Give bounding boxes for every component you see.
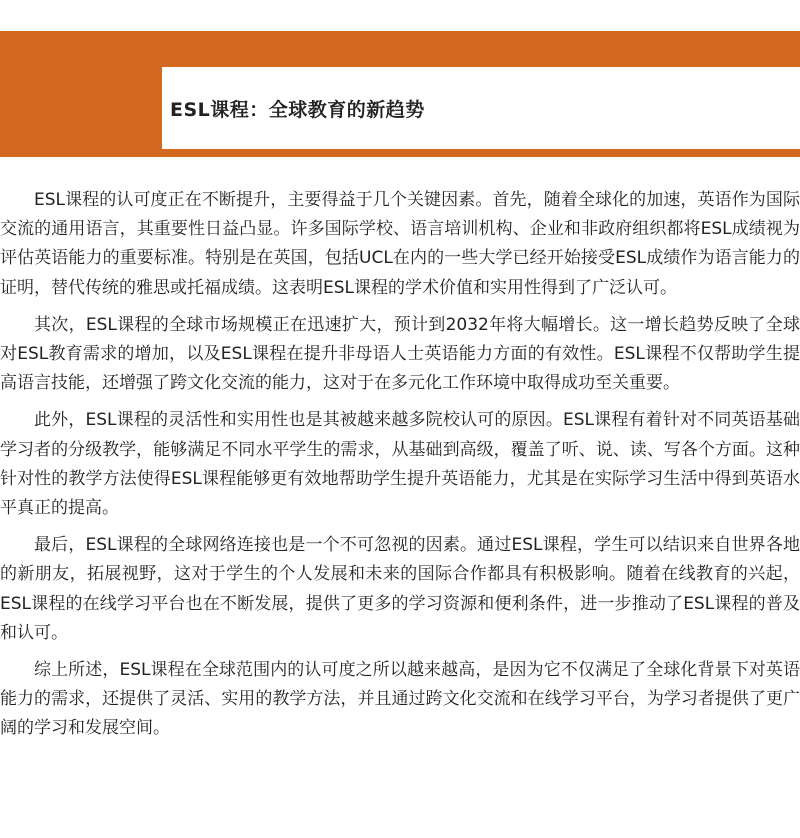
header-banner [0,31,800,157]
page-title: ESL课程：全球教育的新趋势 [170,98,425,121]
article-body [0,186,800,752]
paragraph-1: ESL课程的认可度正在不断提升，主要得益于几个关键因素。首先，随着全球化的加速，英语作为国际交流的通用语言，其重要性日益凸显。许多国际学校、语言培训机构、企业和非政府组织都将ESL成绩视为评估英语能力的重要标准。特别是在英国，包括UCL在内的一些大学已经开始接受ESL成绩作为语言能力的证明，替代传统的雅思或托福成绩。这表明ESL课程的学术价值和实用性得到了广泛认可。 [0,190,800,298]
title-box [162,67,800,149]
paragraph-2: 其次，ESL课程的全球市场规模正在迅速扩大，预计到2032年将大幅增长。这一增长趋势反映了全球对ESL教育需求的增加，以及ESL课程在提升非母语人士英语能力方面的有效性。ESL课程不仅帮助学生提高语言技能，还增强了跨文化交流的能力，这对于在多元化工作环境中取得成功至关重要。 [0,314,800,394]
paragraph-4: 最后，ESL课程的全球网络连接也是一个不可忽视的因素。通过ESL课程，学生可以结识来自世界各地的新朋友，拓展视野，这对于学生的个人发展和未来的国际合作都具有积极影响。随着在线教育的兴起，ESL课程的在线学习平台也在不断发展，提供了更多的学习资源和便利条件，进一步推动了ESL课程的普及和认可。 [0,535,800,643]
paragraph-5: 综上所述，ESL课程在全球范围内的认可度之所以越来越高，是因为它不仅满足了全球化背景下对英语能力的需求，还提供了灵活、实用的教学方法，并且通过跨文化交流和在线学习平台，为学习者提供了更广阔的学习和发展空间。 [0,660,800,739]
paragraph-3: 此外，ESL课程的灵活性和实用性也是其被越来越多院校认可的原因。ESL课程有着针对不同英语基础学习者的分级教学，能够满足不同水平学生的需求，从基础到高级，覆盖了听、说、读、写各个方面。这种针对性的教学方法使得ESL课程能够更有效地帮助学生提升英语能力，尤其是在实际学习生活中得到英语水平真正的提高。 [0,410,800,519]
